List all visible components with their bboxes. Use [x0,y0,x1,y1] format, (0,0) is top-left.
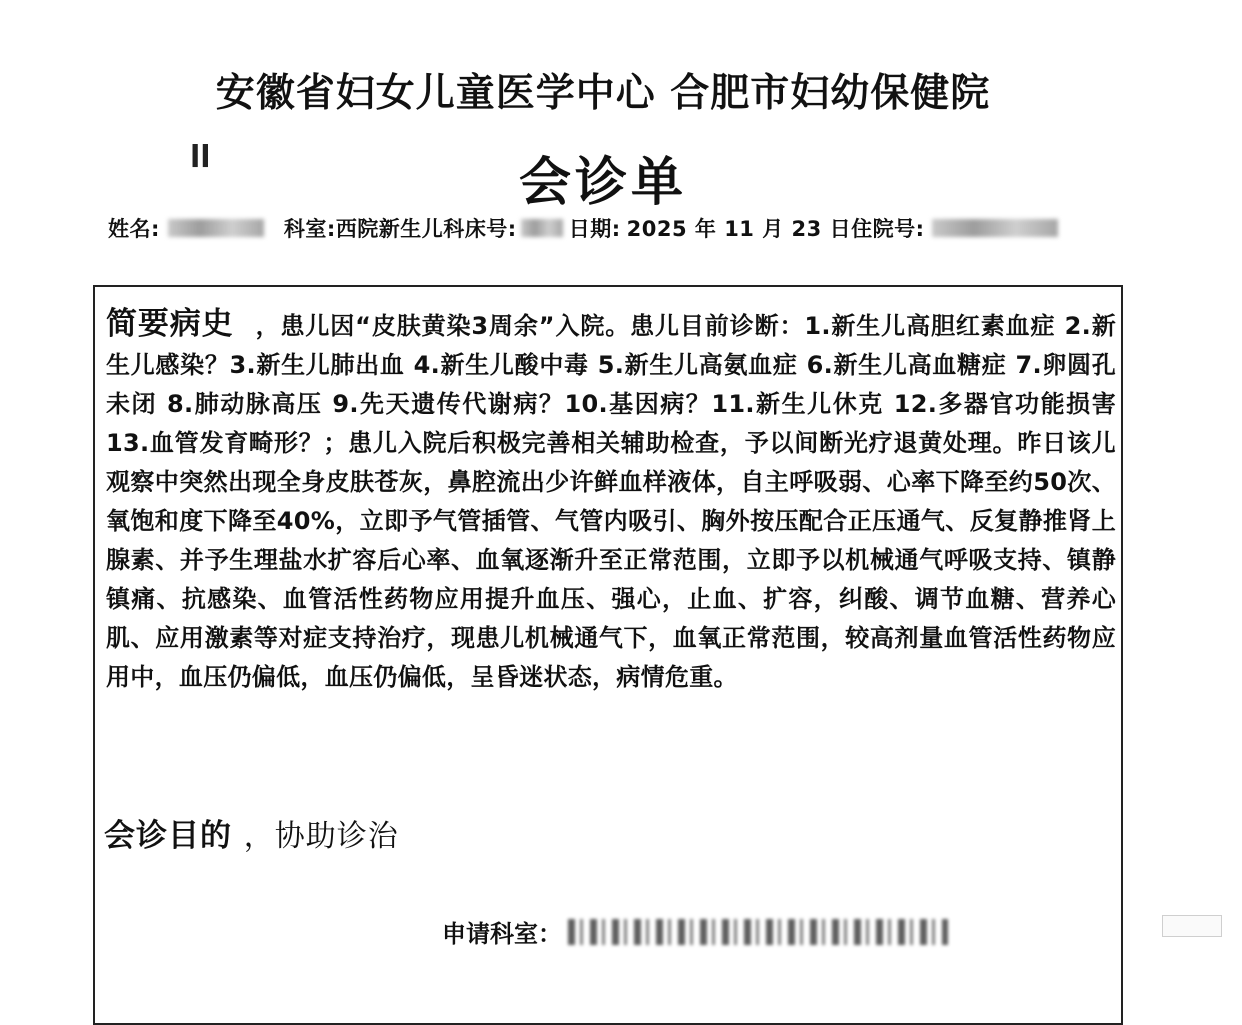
date-value: 2025 年 11 月 23 日 [626,217,852,241]
brief-history [106,305,1116,697]
applicant-signature [568,919,948,945]
handwritten-mark: ll [190,140,211,175]
scan-artifact [1162,915,1222,937]
patient-info-row [108,213,1118,243]
dept-value: 西院新生儿科 [335,217,465,241]
purpose-label: 会诊目的 [104,818,232,854]
applicant-dept [442,914,948,949]
history-label: 简要病史 [106,306,234,342]
name-label: 姓名: [108,217,160,241]
name-redacted [168,219,264,237]
date-label: 日期: [568,217,621,241]
form-title: 会诊单 [518,153,687,213]
hospital-name: 安徽省妇女儿童医学中心 合肥市妇幼保健院 [215,71,991,116]
dept-label: 科室: [283,217,336,241]
bed-label: 床号: [464,217,517,241]
applicant-label: 申请科室： [442,920,562,948]
bed-redacted [521,219,563,237]
purpose-value: ，协助诊治 [243,819,399,854]
history-text: ，患儿因“皮肤黄染3周余”入院。患儿目前诊断：1.新生儿高胆红素血症 2.新生儿感染？3.新生儿肺出血 4.新生儿酸中毒 5.新生儿高氨血症 6.新生儿高血糖症 7.卵圆孔未闭 8.肺动脉高压 9.先天遗传代谢病？10.基因病？11.新生儿休克 12.多器官功能损害 13.血管发育畸形？；患儿入院后积极完善相关辅助检查，予以间断光疗退黄处理。昨日该儿观察中突然出现全身皮肤苍灰，鼻腔流出少许鲜血样液体，自主呼吸弱、心率下降至约50次、氧饱和度下降至40%，立即予气管插管、气管内吸引、胸外按压配合正压通气、反复静推肾上腺素、并予生理盐水扩容后心率、血氧逐渐升至正常范围，立即予以机械通气呼吸支持、镇静镇痛、抗感染、血管活性药物应用提升血压、强心，止血、扩容，纠酸、调节血糖、营养心肌、应用激素等对症支持治疗，现患儿机械通气下，血氧正常范围，较高剂量血管活性药物应用中，血压仍偏低，血压仍偏低，呈昏迷状态，病情危重。 [106,312,1116,691]
admission-redacted [932,219,1058,237]
consultation-purpose [104,810,399,855]
admission-label: 住院号: [851,217,925,241]
